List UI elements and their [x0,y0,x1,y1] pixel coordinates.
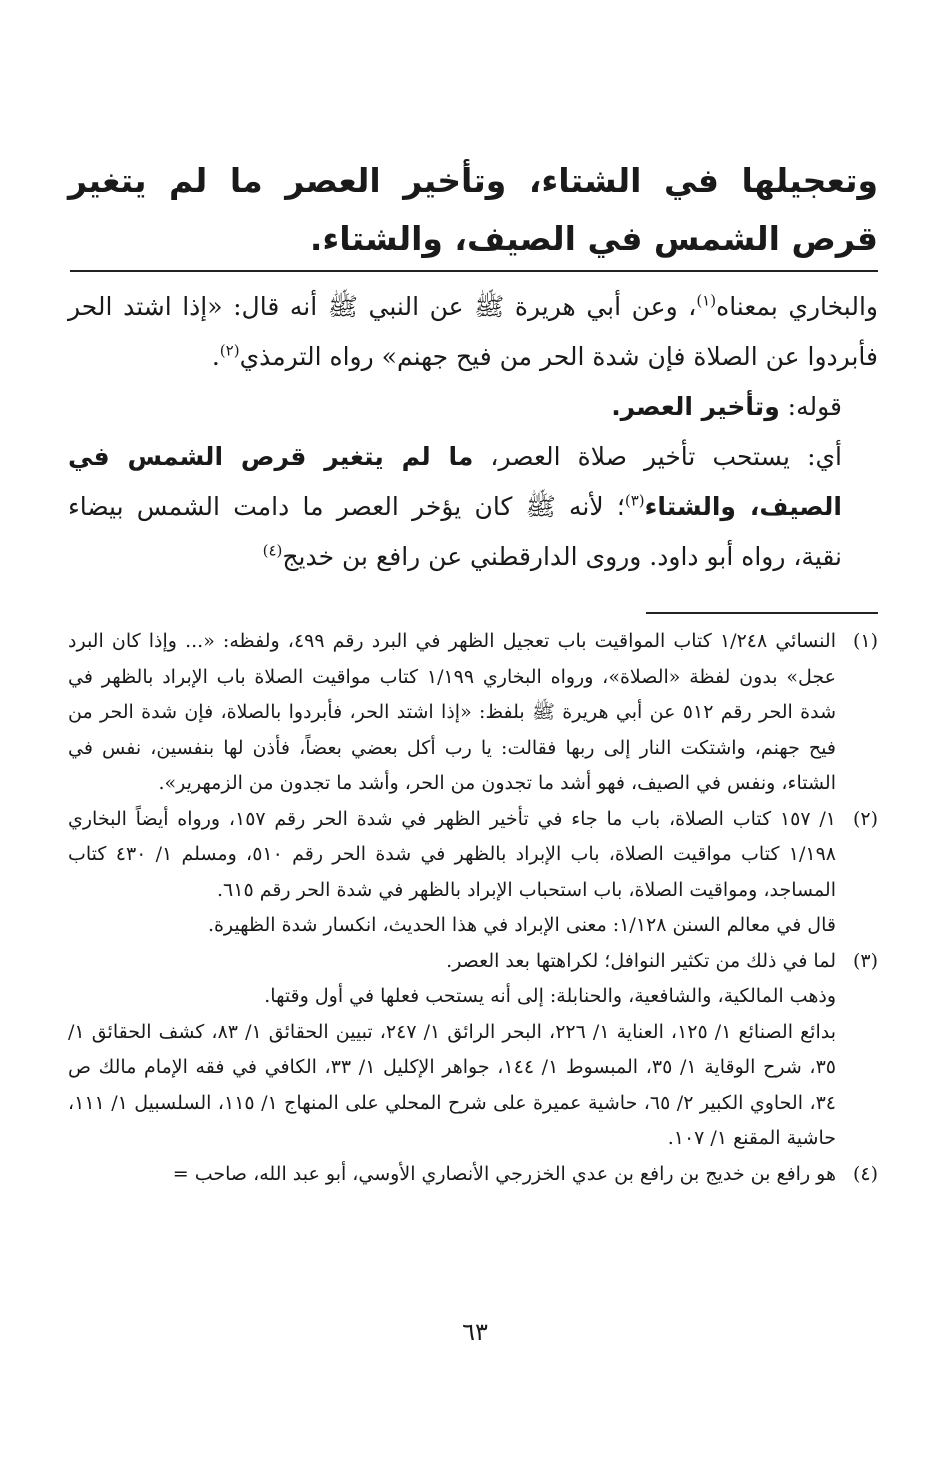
footnote-ref[interactable]: (٣) [624,491,645,510]
footnote-number: (٢) [852,807,878,830]
footnote-body: هو رافع بن خديج بن رافع بن عدي الخزرجي الأنصاري الأوسي، أبو عبد الله، صاحب = [172,1162,836,1185]
footnotes [68,624,878,1192]
matn-divider [70,270,878,272]
page-number: ٦٣ [462,1318,488,1346]
footnote [68,624,878,802]
footnote-number: (٣) [852,949,878,972]
commentary-paragraph: أي: يستحب تأخير صلاة العصر، ما لم يتغير قرص الشمس في الصيف، والشتاء$^{(٣)}$؛ لأنه ﷺ كان يؤخر العصر ما دامت الشمس بيضاء نقية، رواه أبو داود. وروى الدارقطني عن رافع بن خديج$^{(٤)}$ [68,442,843,571]
footnote [68,944,878,1157]
commentary-paragraph: قوله: وتأخير العصر. [611,392,842,421]
footnote-body: النسائي ١/٢٤٨ كتاب المواقيت باب تعجيل الظهر في البرد رقم ٤٩٩، ولفظه: «... وإذا كان البرد عجل» بدون لفظة «الصلاة»، ورواه البخاري ١/١٩٩ كتاب مواقيت الصلاة باب الإبراد بالظهر في شدة الحر رقم ٥١٢ عن أبي هريرة ﷺ بلفظ: «إذا اشتد الحر، فأبردوا بالصلاة، فإن شدة الحر من فيح جهنم، واشتكت النار إلى ربها فقالت: يا رب أكل بعضي بعضاً، فأذن لها بنفسين، نفس في الشتاء، ونفس في الصيف، فهو أشد ما تجدون من الحر، وأشد ما تجدون من الزمهرير». [68,630,837,794]
footnote-number: (١) [852,630,878,652]
footnote-body: ١/ ١٥٧ كتاب الصلاة، باب ما جاء في تأخير الظهر في شدة الحر رقم ١٥٧، ورواه أيضاً البخاري ١/١٩٨ كتاب مواقيت الصلاة، باب الإبراد بالظهر في شدة الحر رقم ٥١٠، ومسلم ١/ ٤٣٠ كتاب المساجد، ومواقيت الصلاة، باب استحباب الإبراد بالظهر في شدة الحر رقم ٦١٥. قال في معالم السنن ١/١٢٨: معنى الإبراد في هذا الحديث، انكسار شدة الظهيرة. [68,807,836,936]
footnote-number: (٤) [852,1162,878,1185]
footnote-ref[interactable]: (٢) [219,341,240,360]
commentary-paragraph: والبخاري بمعناه$^{(١)}$، وعن أبي هريرة ﷺ عن النبي ﷺ أنه قال: «إذا اشتد الحر فأبردوا عن الصلاة فإن شدة الحر من فيح جهنم» رواه الترمذي$^{(٢)}$. [68,291,878,371]
footnote-body: لما في ذلك من تكثير النوافل؛ لكراهتها بعد العصر. وذهب المالكية، والشافعية، والحنابلة: إلى أنه يستحب فعلها في أول وقتها. بدائع الصنائع ١/ ١٢٥، العناية ١/ ٢٢٦، البحر الرائق ١/ ٢٤٧، تبيين الحقائق ١/ ٨٣، كشف الحقائق ١/ ٣٥، شرح الوقاية ١/ ٣٥، المبسوط ١/ ١٤٤، جواهر الإكليل ١/ ٣٣، الكافي في فقه الإمام مالك ص ٣٤، الحاوي الكبير ٢/ ٦٥، حاشية عميرة على شرح المحلي على المنهاج ١/ ١١٥، السلسبيل ١/ ١١١، حاشية المقنع ١/ ١٠٧. [68,949,837,1149]
footnote [68,802,878,944]
footnote [68,1157,878,1193]
footnotes-divider [646,612,878,614]
matn-text: وتعجيلها في الشتاء، وتأخير العصر ما لم يتغير قرص الشمس في الصيف، والشتاء. [68,161,878,258]
commentary [68,282,878,582]
footnote-ref[interactable]: (٤) [262,541,283,560]
footnote-ref[interactable]: (١) [696,291,717,310]
